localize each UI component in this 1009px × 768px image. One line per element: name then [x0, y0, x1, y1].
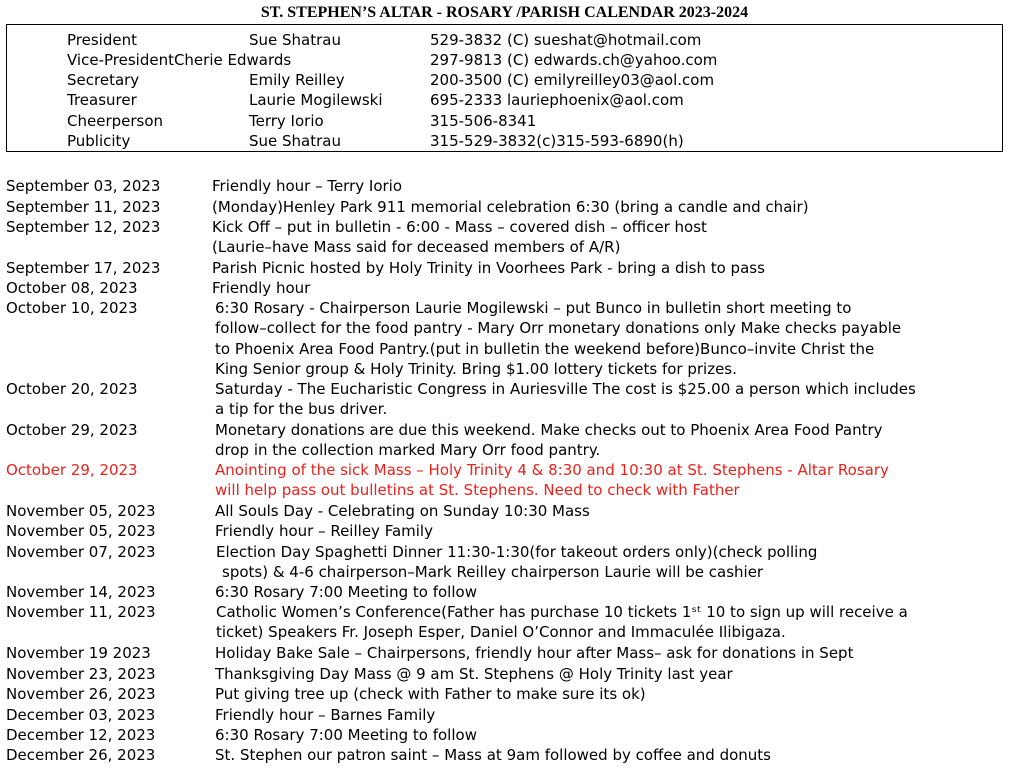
event-date: September 17, 2023	[6, 259, 161, 277]
event-description-line: King Senior group & Holy Trinity. Bring $1.00 lottery tickets for prizes.	[215, 359, 737, 378]
event-description-line: (Laurie–have Mass said for deceased members of A/R)	[212, 238, 621, 257]
officer-contact: 529-3832 (C) sueshat@hotmail.com	[430, 31, 702, 49]
event-description-line: to Phoenix Area Food Pantry.(put in bulletin the weekend before)Bunco–invite Christ the	[215, 339, 875, 358]
event-description-line: 6:30 Rosary 7:00 Meeting to follow	[215, 726, 477, 744]
event-description-line: 6:30 Rosary 7:00 Meeting to follow	[215, 583, 477, 601]
event-date: December 03, 2023	[6, 706, 156, 724]
event-description-line: Election Day Spaghetti Dinner 11:30-1:30(for takeout orders only)(check polling	[216, 543, 818, 561]
event-date: November 19 2023	[6, 644, 151, 662]
officer-row	[7, 131, 1002, 151]
officer-name: Sue Shatrau	[249, 132, 341, 150]
officer-contact: 315-529-3832(c)315-593-6890(h)	[430, 132, 684, 150]
event-description-line: spots) & 4-6 chairperson–Mark Reilley chairperson Laurie will be cashier	[222, 563, 764, 582]
event-description-line: Thanksgiving Day Mass @ 9 am St. Stephens @ Holy Trinity last year	[215, 665, 733, 683]
event-description-line: Friendly hour – Barnes Family	[215, 706, 436, 724]
officer-row	[7, 90, 1002, 110]
event-description-line: Saturday - The Eucharistic Congress in Auriesville The cost is $25.00 a person which includes	[215, 380, 916, 398]
event-description-line: St. Stephen our patron saint – Mass at 9am followed by coffee and donuts	[215, 746, 771, 764]
officers-table	[6, 24, 1003, 152]
event-date: September 11, 2023	[6, 198, 161, 216]
event-date: October 10, 2023	[6, 299, 138, 317]
officer-row	[7, 50, 1002, 70]
officer-name: Laurie Mogilewski	[249, 91, 383, 109]
officer-role: Treasurer	[67, 91, 137, 109]
event-date: November 07, 2023	[6, 543, 156, 561]
officer-name: Sue Shatrau	[249, 31, 341, 49]
event-description-line: ticket) Speakers Fr. Joseph Esper, Daniel O’Connor and Immaculée Ilibigaza.	[216, 623, 786, 642]
event-date: October 08, 2023	[6, 279, 138, 297]
event-description-line: a tip for the bus driver.	[215, 400, 388, 419]
event-description-line: Holiday Bake Sale – Chairpersons, friendly hour after Mass– ask for donations in Sept	[215, 644, 854, 662]
officer-role: President	[67, 31, 137, 49]
page-title: ST. STEPHEN’S ALTAR - ROSARY /PARISH CALENDAR 2023-2024	[260, 4, 749, 21]
event-date: October 29, 2023	[6, 461, 138, 479]
event-description-line: Put giving tree up (check with Father to make sure its ok)	[215, 685, 646, 703]
event-description-line: Catholic Women’s Conference(Father has purchase 10 tickets 1ˢᵗ 10 to sign up will receive a	[216, 603, 908, 621]
event-date: October 29, 2023	[6, 421, 138, 439]
event-date: September 03, 2023	[6, 177, 161, 195]
officer-name: Emily Reilley	[249, 71, 345, 89]
officer-role: Vice-PresidentCherie Edwards	[67, 51, 292, 69]
event-date: November 05, 2023	[6, 502, 156, 520]
officer-row	[7, 111, 1002, 131]
officer-row	[7, 70, 1002, 90]
event-description-line: Parish Picnic hosted by Holy Trinity in Voorhees Park - bring a dish to pass	[212, 259, 765, 277]
officer-name: Terry Iorio	[249, 112, 324, 130]
event-date: September 12, 2023	[6, 218, 161, 236]
event-description-line: Friendly hour – Terry Iorio	[212, 177, 403, 195]
event-date: November 26, 2023	[6, 685, 156, 703]
event-description-line: 6:30 Rosary - Chairperson Laurie Mogilewski – put Bunco in bulletin short meeting to	[215, 299, 852, 317]
officer-contact: 200-3500 (C) emilyreilley03@aol.com	[430, 71, 715, 89]
officer-role: Cheerperson	[67, 112, 164, 130]
event-description-line: Kick Off – put in bulletin - 6:00 - Mass – covered dish – officer host	[212, 218, 707, 236]
event-description-line: will help pass out bulletins at St. Stephens. Need to check with Father	[215, 481, 740, 500]
event-date: November 05, 2023	[6, 522, 156, 540]
event-date: November 14, 2023	[6, 583, 156, 601]
event-description-line: (Monday)Henley Park 911 memorial celebration 6:30 (bring a candle and chair)	[212, 198, 809, 216]
event-description-line: All Souls Day - Celebrating on Sunday 10:30 Mass	[215, 502, 590, 520]
event-description-line: follow–collect for the food pantry - Mary Orr monetary donations only Make checks payable	[215, 319, 902, 338]
officer-role: Publicity	[67, 132, 131, 150]
officer-contact: 315-506-8341	[430, 112, 537, 130]
event-description-line: drop in the collection marked Mary Orr food pantry.	[215, 441, 601, 460]
officer-contact: 297-9813 (C) edwards.ch@yahoo.com	[430, 51, 718, 69]
event-description-line: Monetary donations are due this weekend. Make checks out to Phoenix Area Food Pantry	[215, 421, 883, 439]
event-date: December 12, 2023	[6, 726, 156, 744]
event-description-line: Friendly hour – Reilley Family	[215, 522, 433, 540]
event-description-line: Anointing of the sick Mass – Holy Trinity 4 & 8:30 and 10:30 at St. Stephens - Altar Rosary	[215, 461, 889, 479]
event-date: November 11, 2023	[6, 603, 156, 621]
event-date: October 20, 2023	[6, 380, 138, 398]
event-date: November 23, 2023	[6, 665, 156, 683]
officer-contact: 695-2333 lauriephoenix@aol.com	[430, 91, 684, 109]
officer-role: Secretary	[67, 71, 140, 89]
event-description-line: Friendly hour	[212, 279, 311, 297]
event-date: December 26, 2023	[6, 746, 156, 764]
officer-row	[7, 30, 1002, 50]
